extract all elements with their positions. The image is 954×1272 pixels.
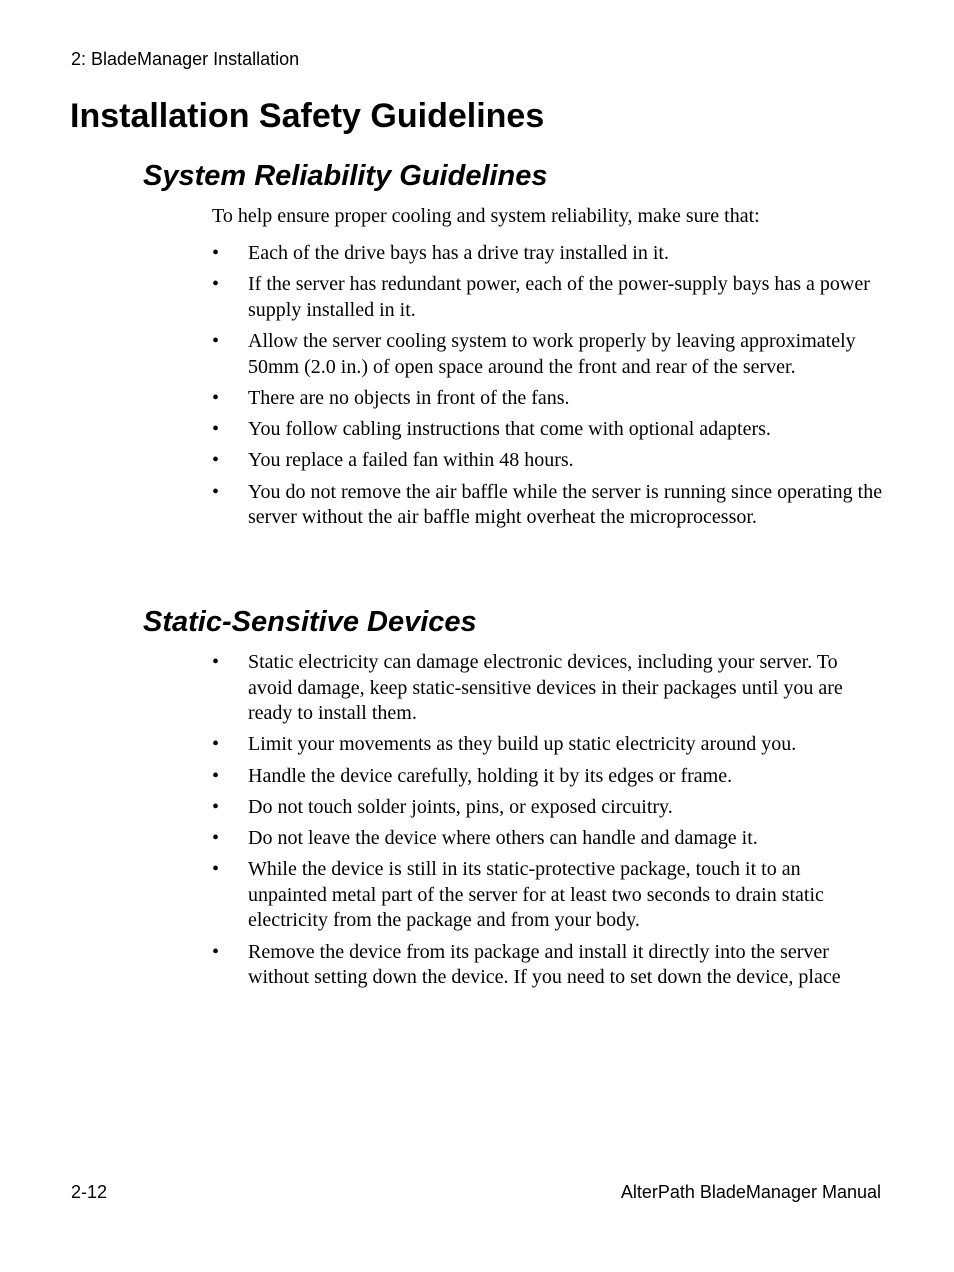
list-item-text: There are no objects in front of the fans.: [248, 386, 570, 409]
list-item: [212, 329, 884, 380]
list-item-text: Limit your movements as they build up static electricity around you.: [248, 733, 797, 756]
bullet-icon: •: [212, 449, 220, 472]
list-item: [212, 764, 884, 790]
list-item: [212, 272, 884, 323]
list-item-text: Each of the drive bays has a drive tray installed in it.: [248, 242, 669, 264]
running-header: 2: BladeManager Installation: [71, 49, 300, 69]
list-item: [212, 795, 884, 821]
list-item-text: Handle the device carefully, holding it by its edges or frame.: [248, 764, 733, 787]
list-item-text: You do not remove the air baffle while the server is running since operating the server without the air baffle might overheat the microprocessor.: [248, 480, 883, 529]
bullet-icon: •: [212, 330, 220, 353]
footer-manual-title: AlterPath BladeManager Manual: [620, 1182, 881, 1202]
bullet-icon: •: [212, 795, 220, 818]
list-item-text: You replace a failed fan within 48 hours.: [248, 449, 574, 472]
page-title: Installation Safety Guidelines: [70, 97, 545, 135]
bullet-icon: •: [212, 733, 220, 756]
bullet-icon: •: [212, 242, 220, 264]
list-item: [212, 241, 884, 267]
bullet-icon: •: [212, 480, 220, 503]
list-item-text: While the device is still in its static-protective package, touch it to an unpainted metal part of the server for at least two seconds to drain static electricity from the package and from your body.: [248, 858, 824, 932]
bullet-icon: •: [212, 940, 220, 963]
list-item: [212, 940, 884, 991]
list-item: [212, 448, 884, 474]
list-item: [212, 826, 884, 852]
bullet-icon: •: [212, 764, 220, 787]
bullet-icon: •: [212, 273, 220, 296]
bullet-icon: •: [212, 827, 220, 850]
section-intro: To help ensure proper cooling and system reliability, make sure that:: [212, 205, 760, 227]
bullet-icon: •: [212, 386, 220, 409]
list-item-text: Static electricity can damage electronic devices, including your server. To avoid damage, keep static-sensitive devices in their packages until you are ready to install them.: [248, 651, 843, 724]
list-item-text: You follow cabling instructions that come with optional adapters.: [248, 418, 771, 441]
list-item-text: Do not touch solder joints, pins, or exposed circuitry.: [248, 795, 673, 818]
list-item: [212, 417, 884, 443]
list-item: [212, 650, 884, 727]
bullet-icon: •: [212, 651, 220, 673]
list-item-text: If the server has redundant power, each of the power-supply bays has a power supply installed in it.: [248, 273, 870, 321]
list-item: [212, 857, 884, 934]
page-number: 2-12: [71, 1182, 108, 1202]
list-item-text: Remove the device from its package and install it directly into the server without setting down the device. If you need to set down the device, place: [248, 940, 841, 989]
bullet-icon: •: [212, 418, 220, 441]
list-item: [212, 480, 884, 531]
reliability-bullet-list: [212, 241, 884, 537]
list-item-text: Do not leave the device where others can handle and damage it.: [248, 827, 758, 850]
bullet-icon: •: [212, 858, 220, 881]
list-item: [212, 386, 884, 412]
section-heading-system-reliability: System Reliability Guidelines: [143, 160, 548, 192]
list-item: [212, 732, 884, 758]
static-bullet-list: [212, 650, 884, 997]
section-heading-static-sensitive: Static-Sensitive Devices: [143, 606, 477, 638]
list-item-text: Allow the server cooling system to work properly by leaving approximately 50mm (2.0 in.) of open space around the front and rear of the server.: [248, 330, 856, 378]
